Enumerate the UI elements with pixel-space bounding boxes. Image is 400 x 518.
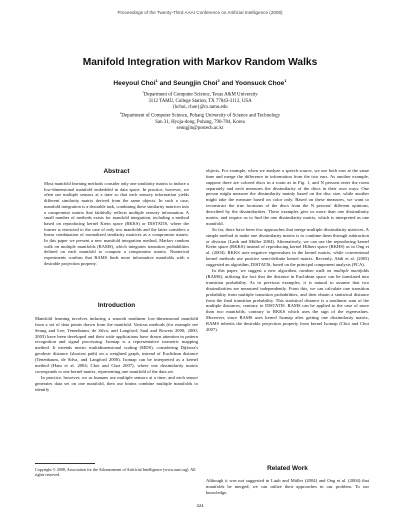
footnote-rule (35, 463, 95, 464)
paper-title: Manifold Integration with Markov Random Walks (82, 57, 318, 68)
paragraph: objects. For example, when we analyze a speech source, we use both ears at the same time and merge the difference in information from the two ears. As another example, suppose there are colored discs in a room as in Fig. 1, and N persons enter the room separately and each measures the dissimilarity of the discs in their own ways. One person might measure the dissimilarity mainly based on the disc size, while another might take the measure based on color only. Based on these measures, we want to reconstruct the true locations of the discs from the N persons' different opinions, described by the dissimilarities. These examples give us more than one dissimilarity matrix, and require us to find the one dissimilarity matrix, which is interpreted as one manifold. (206, 168, 369, 226)
introduction-body (35, 316, 198, 392)
related-work-text: Although it was not suggested in Laub and Müller (2004) and Ong et al. (2004) that manifolds be merged, we can utilize their approaches in our problem. To our knowledge, (206, 478, 369, 495)
introduction-heading: Introduction (97, 302, 136, 309)
affiliation-line: Department of Computer Science, Pohang University of Science and Technology (121, 113, 281, 119)
author-line (0, 78, 400, 87)
right-column-body (206, 168, 369, 333)
affiliation-mark: 2 (217, 78, 220, 83)
paragraph: In practice, however, we as humans use multiple sensors at a time, and each sensor generates data set on one manifold, then our brains combine multiple manifolds to identify (35, 374, 198, 392)
affiliation-line: San 31, Hyoja-dong, Pohang, 790-784, Korea (155, 119, 245, 125)
related-work-heading: Related Work (267, 465, 308, 472)
running-head: Proceedings of the Twenty-Third AAAI Conference on Artificial Intelligence (2008) (117, 10, 283, 15)
affiliation-line: Department of Computer Science, Texas A&M University (143, 92, 258, 98)
affiliation-line: 3112 TAMU, College Station, TX 77843-3112, USA (148, 98, 252, 104)
affiliation-mark: 2 (119, 111, 122, 115)
paragraph: So far, there have been few approaches that merge multiple dissimilarity matrices. A simple method to make one dissimilarity matrix is to combine them through subtraction or division (Laub and Müller 2004). Alternatively, we can use the reproducing kernel Krein space (RKKS) instead of reproducing kernel Hilbert space (RKHS) as in Ong et al. (2004). RKKS uses negative eigenvalues in the kernel matrix, while conventional kernel methods use positive semi-definite kernel matrix. Recently, Abdi et al. (2005) suggested an algorithm, DISTATIS, based on the principal component analysis (PCA). (206, 226, 369, 267)
affiliation-1 (0, 89, 400, 111)
paragraph (206, 268, 369, 332)
abstract-text: Most manifold learning methods consider only one similarity matrix to induce a low-dimensional manifold embedded in data space. In practice, however, we often use multiple sensors at a time so that each sensory information yields different similarity matrix derived from the same objects. In such a case, manifold integration is a desirable task, combining these similarity matrices into a compromise matrix that faithfully reflects multiple sensory information. A small number of methods exists for manifold integration, including a method based on reproducing kernel Krein space (RKKS) or DISTATIS, where the former is restricted to the case of only two manifolds and the latter considers a linear combination of normalized similarity matrices as a compromise matrix. In this paper we present a new manifold integration method, Markov random walk on multiple manifolds (RAMS), which integrates transition probabilities defined on each manifold to compute a compromise matrix. Numerical experiments confirm that RAMS finds more informative manifolds with a desirable projection property. (44, 181, 189, 266)
text-run: (RAMS), utilizing the fact that the distance in Euclidean space can be translated into transition probability. As in previous examples, it is natural to assume that two dissimilarities are measured independently. From this, we can calculate one transition probability from multiple transition probabilities, and then obtain a statistical distance from the final transition probability. This statistical distance is a nonlinear sum of the multiple distances, contrary to DISTATIS. RAMS can be applied to the case of more than two manifolds, contrary to RKKS which uses the sign of the eigenvalues. Moreover, since RAMS uses kernel Isomap after getting one dissimilarity matrix, RAMS inherits the desirable projection property from kernel Isomap (Choi and Choi 2007). (206, 274, 369, 332)
text-run: In this paper, we suggest a new algorithm, (212, 268, 300, 274)
author-name: Seungjin Choi (173, 80, 218, 88)
copyright-notice: Copyright © 2008, Association for the Advancement of Artificial Intelligence (www.aaai.org). All rights reserved. (35, 467, 196, 478)
affiliation-email: {hchoi, choe}@cs.tamu.edu (172, 105, 228, 111)
author-name: Heeyoul Choi (113, 80, 156, 88)
emphasis-term: random walk on multiple manifolds (299, 268, 369, 274)
author-name: Yoonsuck Choe (235, 80, 285, 88)
affiliation-mark: 1 (155, 78, 158, 83)
abstract-heading: Abstract (103, 168, 130, 175)
affiliation-email: seungjin@postech.ac.kr (176, 126, 224, 132)
affiliation-mark: 1 (142, 90, 144, 94)
paragraph: Manifold learning involves inducing a smooth nonlinear low-dimensional manifold from a set of data points drawn from the manifold. Various methods (for example see Seung and Lee; Tenenbaum, de Silva, and Langford; Saul and Roweis 2000; 2000; 2003) have been developed and their wide applications have drawn attention in pattern recognition and signal processing. Isomap is a representative isometric mapping method. It extends metric multidimensional scaling (MDS), considering Dijkstra's geodesic distance (shortest path) on a weighted graph, instead of Euclidean distance (Tenenbaum, de Silva, and Langford 2000). Isomap can be interpreted as a kernel method (Ham et al. 2004; Choi and Choi 2007), where one dissimilarity matrix corresponds to one kernel matrix, representing one manifold of the data set. (35, 316, 198, 374)
author-separator: and (219, 80, 236, 88)
affiliation-mark: 1 (284, 78, 287, 83)
author-separator: and (157, 80, 174, 88)
page-number: 424 (196, 503, 204, 508)
affiliation-2 (0, 110, 400, 132)
